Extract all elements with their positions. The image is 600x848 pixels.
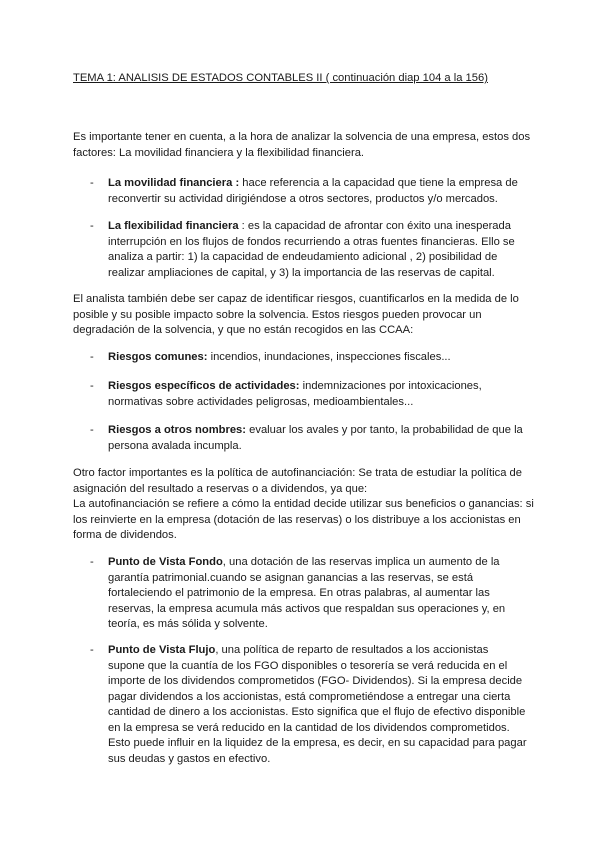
risk-item-text xyxy=(108,379,528,410)
risk-description: evaluar los avales y por tanto, la probabilidad de que la persona avalada incumpla. xyxy=(108,424,523,452)
risk-term: Riesgos comunes: xyxy=(108,351,208,363)
risk-term: Riesgos a otros nombres: xyxy=(108,424,247,436)
factor-description: hace referencia a la capacidad que tiene la empresa de reconvertir su actividad dirigiéndose a otros sectores, productos y/o mercados. xyxy=(108,177,518,205)
view-item-text xyxy=(108,555,528,633)
bullet-dash: - xyxy=(90,424,94,436)
factor-term: La movilidad financiera : xyxy=(108,177,240,189)
factor-item-text xyxy=(108,176,528,207)
risk-item-comunes xyxy=(90,350,528,366)
factor-description: : es la capacidad de afrontar con éxito una inesperada interrupción en los flujos de fondos recurriendo a otras fuentes financieras. Ello se analiza a partir: 1) la capacidad de endeudamiento adicional , 2) posibilidad de realizar ampliaciones de capital, y 3) la importancia de las reservas de capital. xyxy=(108,220,515,279)
factor-item-text xyxy=(108,219,528,281)
view-term: Punto de Vista Fondo xyxy=(108,556,223,568)
selffinancing-definition: La autofinanciación se refiere a cómo la entidad decide utilizar sus beneficios o ganancias: si los reinvierte en la empresa (dotación de las reservas) o los distribuye a los accionistas en forma de dividendos. xyxy=(73,498,534,541)
intro-paragraph: Es importante tener en cuenta, a la hora de analizar la solvencia de una empresa, estos dos factores: La movilidad financiera y la flexibilidad financiera. xyxy=(73,131,531,159)
risk-item-text xyxy=(108,350,528,366)
factor-item-movilidad xyxy=(90,176,528,207)
bullet-dash: - xyxy=(90,351,94,363)
bullet-dash: - xyxy=(90,644,94,656)
risk-description: incendios, inundaciones, inspecciones fiscales... xyxy=(207,351,451,363)
view-item-fondo xyxy=(90,555,528,633)
view-term: Punto de Vista Flujo xyxy=(108,644,216,656)
risk-item-especificos xyxy=(90,379,528,410)
risks-intro-paragraph: El analista también debe ser capaz de identificar riesgos, cuantificarlos en la medida de lo posible y su posible impacto sobre la solvencia. Estos riesgos pueden provocar un degradación de la solvencia, y que no están recogidos en las CCAA: xyxy=(73,293,519,336)
risk-item-text xyxy=(108,423,528,454)
view-item-flujo xyxy=(90,643,528,767)
bullet-dash: - xyxy=(90,380,94,392)
factor-term: La flexibilidad financiera xyxy=(108,220,239,232)
bullet-dash: - xyxy=(90,556,94,568)
risk-item-otros-nombres xyxy=(90,423,528,454)
view-description: , una dotación de las reservas implica un aumento de la garantía patrimonial.cuando se asignan ganancias a las reservas, se está fortaleciendo el patrimonio de la empresa. En otras palabras, al aumentar las reservas, la empresa acumula más activos que respaldan sus operaciones y, en teoría, es más sólida y solvente. xyxy=(108,556,506,630)
selffinancing-paragraph: Otro factor importantes es la política de autofinanciación: Se trata de estudiar la política de asignación del resultado a reservas o a dividendos, ya que: xyxy=(73,467,522,495)
view-description: , una política de reparto de resultados a los accionistas supone que la cuantía de los FGO disponibles o tesorería se verá reducida en el importe de los dividendos comprometidos (FGO- Dividendos). Si la empresa decide pagar dividendos a los accionistas, está comprometiéndose a entregar una cierta cantidad de dinero a los accionistas. Esto significa que el flujo de efectivo disponible en la empresa se verá reducido en la cantidad de los dividendos comprometidos. Esto puede influir en la liquidez de la empresa, es decir, en su capacidad para pagar sus deudas y gastos en efectivo. xyxy=(108,644,527,765)
risk-term: Riesgos específicos de actividades: xyxy=(108,380,300,392)
risk-description: indemnizaciones por intoxicaciones, normativas sobre actividades peligrosas, medioambientales... xyxy=(108,380,482,408)
factor-item-flexibilidad xyxy=(90,219,528,281)
view-item-text xyxy=(108,643,528,767)
document-title: TEMA 1: ANALISIS DE ESTADOS CONTABLES II ( continuación diap 104 a la 156) xyxy=(73,72,488,84)
bullet-dash: - xyxy=(90,177,94,189)
bullet-dash: - xyxy=(90,220,94,232)
